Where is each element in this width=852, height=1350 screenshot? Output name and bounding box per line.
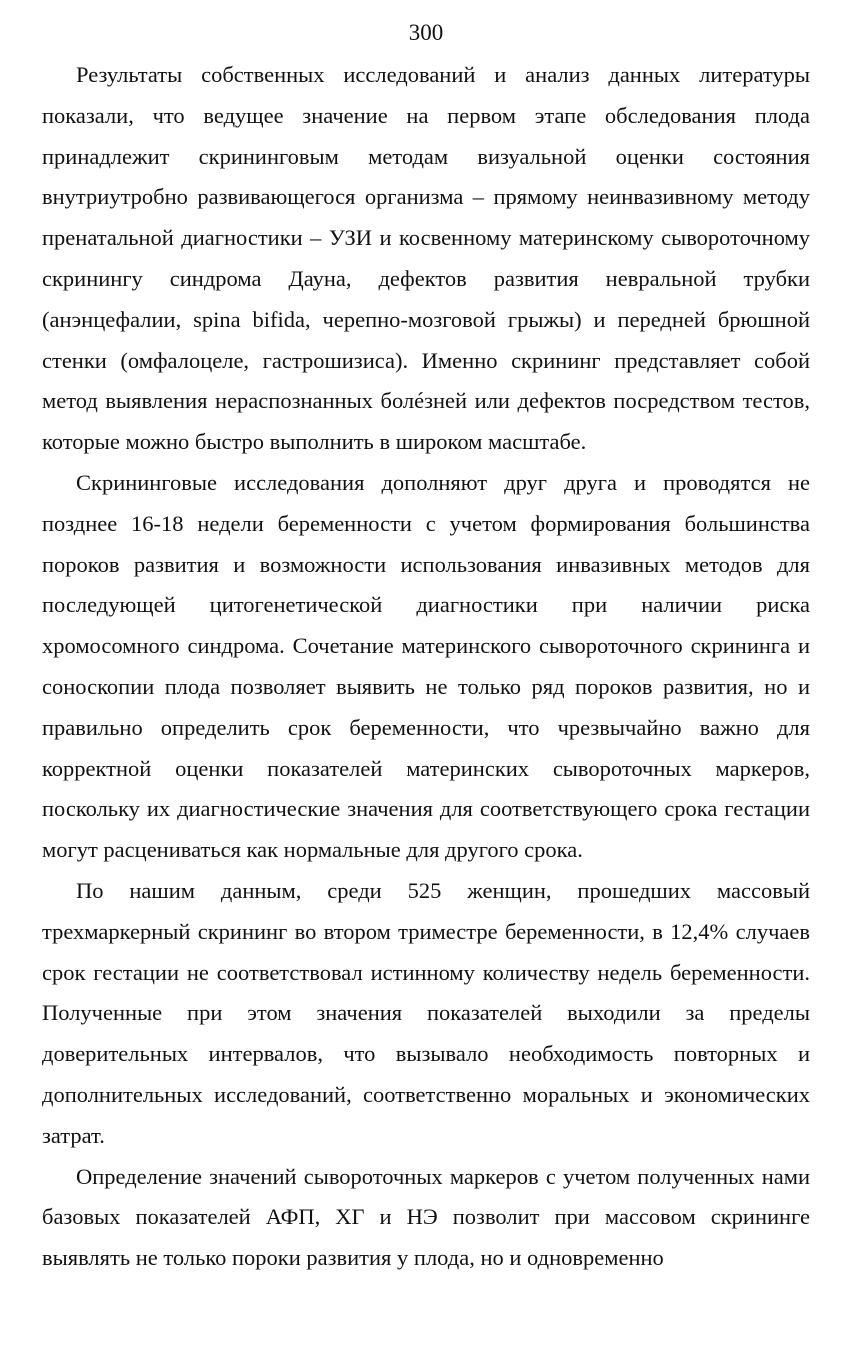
paragraph-4: Определение значений сывороточных маркеров с учетом полученных нами базовых показателей АФП, ХГ и НЭ позволит при массовом скрининге выявлять не только пороки развития у плода, но и одновременно [42,1163,810,1271]
page-number: 300 [408,20,444,45]
paragraph-3: По нашим данным, среди 525 женщин, прошедших массовый трехмаркерный скрининг во втором триместре беременности, в 12,4% случаев срок гестации не соответствовал истинному количеству недель беременности. Полученные при этом значения показателей выходили за пределы доверительных интервалов, что вызывало необходимость повторных и дополнительных исследований, соответственно моральных и экономических затрат. [42,877,810,1148]
body-text [42,55,810,1279]
paragraph-1: Результаты собственных исследований и анализ данных литературы показали, что ведущее значение на первом этапе обследования плода принадлежит скрининговым методам визуальной оценки состояния внутриутробно развивающегося организма – прямому неинвазивному методу пренатальной диагностики – УЗИ и косвенному материнскому сывороточному скринингу синдрома Дауна, дефектов развития невральной трубки (анэнцефалии, spina bifida, черепно-мозговой грыжы) и передней брюшной стенки (омфалоцеле, гастрошизиса). Именно скрининг представляет собой метод выявления нераспознанных болéзней или дефектов посредством тестов, которые можно быстро выполнить в широком масштабе. [42,62,810,455]
paragraph-2: Скрининговые исследования дополняют друг друга и проводятся не позднее 16-18 недели беременности с учетом формирования большинства пороков развития и возможности использования инвазивных методов для последующей цитогенетической диагностики при наличии риска хромосомного синдрома. Сочетание материнского сывороточного скрининга и соноскопии плода позволяет выявить не только ряд пороков развития, но и правильно определить срок беременности, что чрезвычайно важно для корректной оценки показателей материнских сывороточных маркеров, поскольку их диагностические значения для соответствующего срока гестации могут расцениваться как нормальные для другого срока. [42,469,810,863]
